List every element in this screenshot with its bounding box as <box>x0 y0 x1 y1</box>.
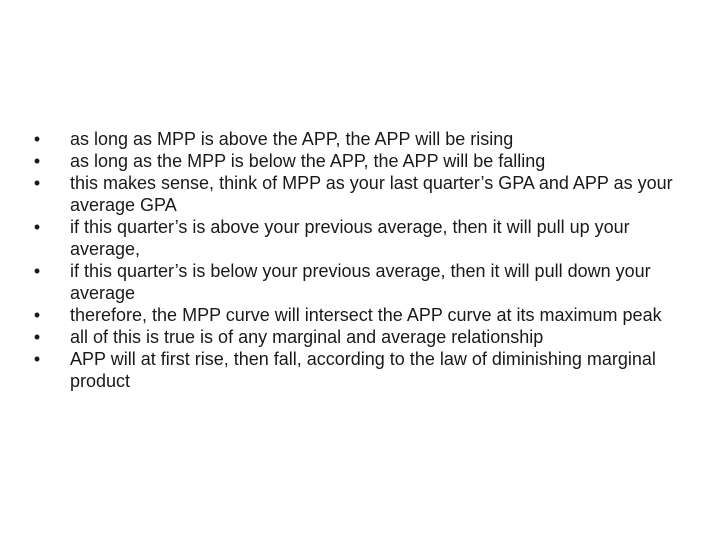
bullet-text: as long as MPP is above the APP, the APP will be rising <box>70 129 514 149</box>
bullet-text: all of this is true is of any marginal and average relationship <box>70 327 544 347</box>
list-item <box>30 172 690 216</box>
bullet-text: this makes sense, think of MPP as your last quarter’s GPA and APP as your average GPA <box>70 173 673 215</box>
bullet-text: if this quarter’s is above your previous average, then it will pull up your average, <box>70 217 630 259</box>
list-item <box>30 128 690 150</box>
bullet-list <box>30 128 690 392</box>
bullet-text: therefore, the MPP curve will intersect the APP curve at its maximum peak <box>70 305 662 325</box>
list-item <box>30 260 690 304</box>
bullet-icon: • <box>33 151 41 171</box>
list-item <box>30 150 690 172</box>
bullet-icon: • <box>33 129 41 149</box>
bullet-text: APP will at first rise, then fall, according to the law of diminishing marginal product <box>70 349 656 391</box>
list-item <box>30 216 690 260</box>
list-item <box>30 326 690 348</box>
bullet-icon: • <box>33 217 41 237</box>
list-item <box>30 348 690 392</box>
bullet-icon: • <box>33 173 41 193</box>
bullet-text: if this quarter’s is below your previous average, then it will pull down your average <box>70 261 651 303</box>
bullet-text: as long as the MPP is below the APP, the APP will be falling <box>70 151 546 171</box>
bullet-icon: • <box>33 261 41 281</box>
list-item <box>30 304 690 326</box>
bullet-icon: • <box>33 349 41 369</box>
bullet-icon: • <box>33 305 41 325</box>
bullet-icon: • <box>33 327 41 347</box>
